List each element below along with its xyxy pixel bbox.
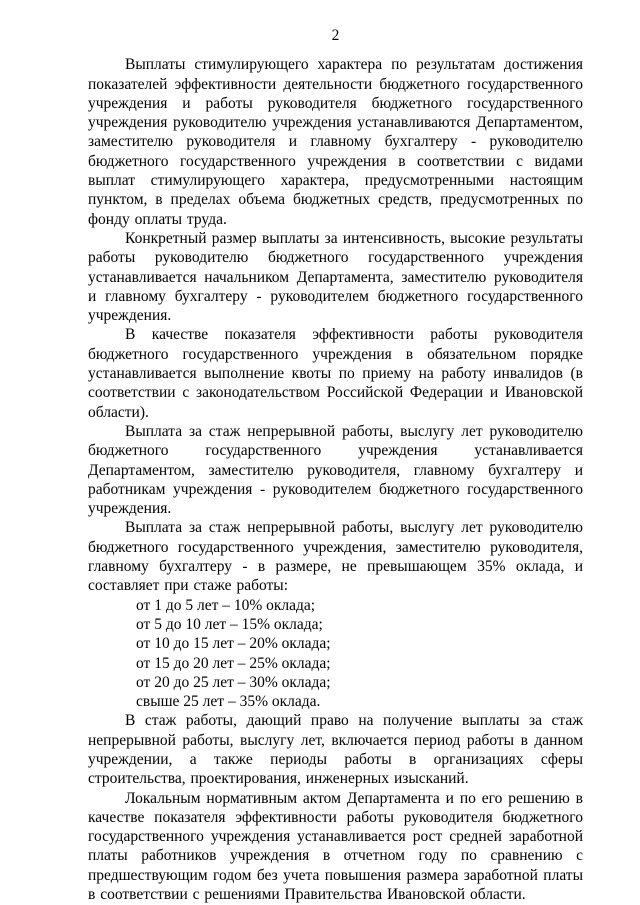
paragraph-seniority-payment-establishment: Выплата за стаж непрерывной работы, выслугу лет руководителю бюджетного государственного учреждения устанавливается Департаментом, заместителю руководителя, главному бухгалтеру и работникам учреждения - руководителем бюджетного государственного учреждения.	[88, 422, 583, 518]
seniority-list-item: от 15 до 20 лет – 25% оклада;	[136, 654, 331, 672]
paragraph-specific-payment-size: Конкретный размер выплаты за интенсивность, высокие результаты работы руководителю бюджетного государственного учреждения устанавливается начальником Департамента, заместителю руководителя и главному бухгалтеру - руководителем бюджетного государственного учреждения.	[88, 229, 583, 325]
paragraph-seniority-period-definition: В стаж работы, дающий право на получение выплаты за стаж непрерывной работы, выслугу лет, включается период работы в данном учреждении, а также периоды работы в организациях сферы строительства, проектирования, инженерных изысканий.	[88, 712, 583, 788]
seniority-list-item: свыше 25 лет – 35% оклада.	[136, 693, 321, 711]
paragraph-seniority-payment-size: Выплата за стаж непрерывной работы, выслугу лет руководителю бюджетного государственного учреждения, заместителю руководителя, главному бухгалтеру - в размере, не превышающем 35% оклада, и составляет при стаже работы:	[88, 519, 583, 595]
seniority-list-item: от 5 до 10 лет – 15% оклада;	[136, 615, 323, 633]
paragraph-stimulating-payments: Выплаты стимулирующего характера по результатам достижения показателей эффективности деятельности бюджетного государственного учреждения и работы руководителя бюджетного государственного учреждения руководителю учреждения устанавливаются Департаментом, заместителю руководителя и главному бухгалтеру - руководителю бюджетного государственного учреждения в соответствии с видами выплат стимулирующего характера, предусмотренными настоящим пунктом, в пределах объема бюджетных средств, предусмотренных по фонду оплаты труда.	[88, 56, 583, 228]
seniority-list-item: от 1 до 5 лет – 10% оклада;	[136, 596, 316, 614]
seniority-list-item: от 20 до 25 лет – 30% оклада;	[136, 673, 331, 691]
page-number: 2	[331, 27, 340, 44]
seniority-list-item: от 10 до 15 лет – 20% оклада;	[136, 635, 331, 653]
paragraph-local-normative-act: Локальным нормативным актом Департамента и по его решению в качестве показателя эффективности работы руководителя бюджетного государственного учреждения устанавливается рост средней заработной платы работников учреждения в отчетном году по сравнению с предшествующим годом без учета повышения размера заработной платы в соответствии с решениями Правительства Ивановской области.	[88, 789, 583, 904]
paragraph-effectiveness-indicator-quota: В качестве показателя эффективности работы руководителя бюджетного государственного учреждения в обязательном порядке устанавливается выполнение квоты по приему на работу инвалидов (в соответствии с законодательством Российской Федерации и Ивановской области).	[88, 326, 583, 421]
